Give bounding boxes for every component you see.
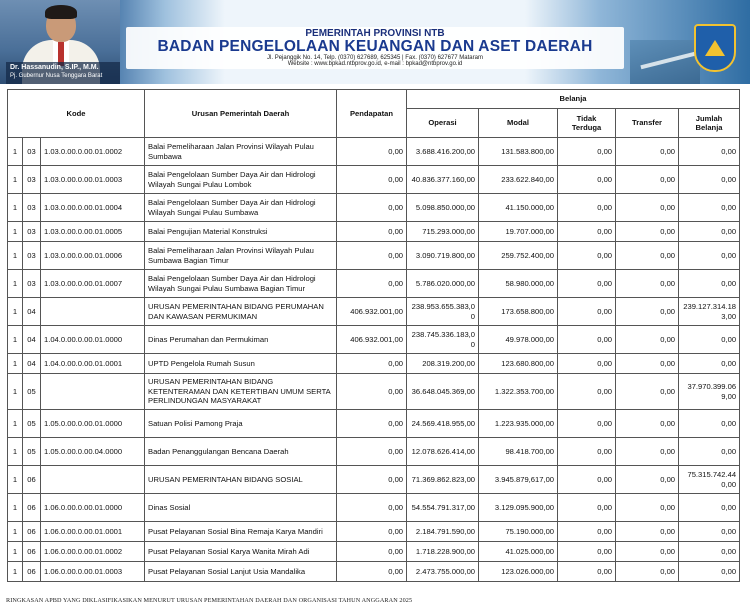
agency-address: Jl. Pejanggik No. 14, Telp. (0370) 627689, 625345 | Fax. (0370) 627677 Mataram — [267, 55, 483, 61]
cell-modal: 259.752.400,00 — [479, 242, 558, 270]
cell-tidak-terduga: 0,00 — [558, 138, 616, 166]
table-row — [8, 494, 740, 522]
cell-name: Balai Pengelolaan Sumber Daya Air dan Hidrologi Wilayah Sungai Pulau Sumbawa Bagian Timur — [145, 270, 337, 298]
cell-jumlah: 0,00 — [679, 242, 740, 270]
cell-pendapatan: 0,00 — [337, 494, 407, 522]
cell-k1: 1 — [8, 166, 23, 194]
cell-code — [41, 374, 145, 410]
cell-modal: 1.322.353.700,00 — [479, 374, 558, 410]
cell-name: URUSAN PEMERINTAHAN BIDANG KETENTERAMAN DAN KETERTIBAN UMUM SERTA PERLINDUNGAN MASYARAKAT — [145, 374, 337, 410]
cell-code: 1.03.0.00.0.00.01.0004 — [41, 194, 145, 222]
cell-tidak-terduga: 0,00 — [558, 270, 616, 298]
cell-jumlah: 0,00 — [679, 542, 740, 562]
cell-tidak-terduga: 0,00 — [558, 522, 616, 542]
cell-tidak-terduga: 0,00 — [558, 326, 616, 354]
cell-modal: 3.129.095.900,00 — [479, 494, 558, 522]
cell-k2: 05 — [23, 438, 41, 466]
cell-pendapatan: 406.932.001,00 — [337, 326, 407, 354]
cell-pendapatan: 0,00 — [337, 166, 407, 194]
province-title: PEMERINTAH PROVINSI NTB — [305, 28, 445, 39]
cell-modal: 49.978.000,00 — [479, 326, 558, 354]
cell-tidak-terduga: 0,00 — [558, 166, 616, 194]
cell-transfer: 0,00 — [616, 166, 679, 194]
cell-pendapatan: 0,00 — [337, 194, 407, 222]
cell-name: UPTD Pengelola Rumah Susun — [145, 354, 337, 374]
cell-k2: 03 — [23, 138, 41, 166]
cell-operasi: 36.648.045.369,00 — [407, 374, 479, 410]
cell-transfer: 0,00 — [616, 410, 679, 438]
cell-code: 1.03.0.00.0.00.01.0007 — [41, 270, 145, 298]
cell-pendapatan: 406.932.001,00 — [337, 298, 407, 326]
cell-operasi: 208.319.200,00 — [407, 354, 479, 374]
cell-modal: 123.680.800,00 — [479, 354, 558, 374]
cell-tidak-terduga: 0,00 — [558, 438, 616, 466]
cell-modal: 75.190.000,00 — [479, 522, 558, 542]
cell-k1: 1 — [8, 466, 23, 494]
cell-code: 1.06.0.00.0.00.01.0003 — [41, 562, 145, 582]
table-row — [8, 438, 740, 466]
cell-tidak-terduga: 0,00 — [558, 466, 616, 494]
table-row — [8, 542, 740, 562]
cell-k1: 1 — [8, 242, 23, 270]
cell-k2: 04 — [23, 354, 41, 374]
cell-k2: 03 — [23, 242, 41, 270]
cell-transfer: 0,00 — [616, 298, 679, 326]
agency-title: BADAN PENGELOLAAN KEUANGAN DAN ASET DAERAH — [157, 38, 593, 55]
cell-pendapatan: 0,00 — [337, 466, 407, 494]
cell-jumlah: 0,00 — [679, 166, 740, 194]
cell-transfer: 0,00 — [616, 522, 679, 542]
table-row — [8, 326, 740, 354]
cell-name: Pusat Pelayanan Sosial Lanjut Usia Mandalika — [145, 562, 337, 582]
cell-modal: 173.658.800,00 — [479, 298, 558, 326]
cell-k1: 1 — [8, 222, 23, 242]
header-kode: Kode — [8, 90, 145, 138]
official-title: Pj. Gubernur Nusa Tenggara Barat — [10, 73, 103, 79]
cell-transfer: 0,00 — [616, 542, 679, 562]
cell-jumlah: 0,00 — [679, 562, 740, 582]
cell-k2: 04 — [23, 298, 41, 326]
cell-code: 1.05.0.00.0.00.04.0000 — [41, 438, 145, 466]
budget-table — [7, 89, 740, 582]
cell-transfer: 0,00 — [616, 326, 679, 354]
cell-jumlah: 0,00 — [679, 354, 740, 374]
cell-name: Balai Pengujian Material Konstruksi — [145, 222, 337, 242]
cell-jumlah: 0,00 — [679, 410, 740, 438]
cell-name: Balai Pengelolaan Sumber Daya Air dan Hidrologi Wilayah Sungai Pulau Sumbawa — [145, 194, 337, 222]
cell-pendapatan: 0,00 — [337, 410, 407, 438]
cell-k2: 05 — [23, 374, 41, 410]
cell-tidak-terduga: 0,00 — [558, 194, 616, 222]
cell-name: Balai Pemeliharaan Jalan Provinsi Wilayah Pulau Sumbawa Bagian Timur — [145, 242, 337, 270]
cell-name: Satuan Polisi Pamong Praja — [145, 410, 337, 438]
cell-jumlah: 37.970.399.069,00 — [679, 374, 740, 410]
cell-modal: 123.026.000,00 — [479, 562, 558, 582]
cell-tidak-terduga: 0,00 — [558, 374, 616, 410]
cell-pendapatan: 0,00 — [337, 438, 407, 466]
cell-modal: 98.418.700,00 — [479, 438, 558, 466]
cell-pendapatan: 0,00 — [337, 222, 407, 242]
cell-transfer: 0,00 — [616, 562, 679, 582]
table-row — [8, 270, 740, 298]
budget-table-container — [7, 89, 739, 582]
cell-name: Balai Pemeliharaan Jalan Provinsi Wilayah Pulau Sumbawa — [145, 138, 337, 166]
table-row — [8, 562, 740, 582]
cell-modal: 41.150.000,00 — [479, 194, 558, 222]
cell-transfer: 0,00 — [616, 374, 679, 410]
cell-code — [41, 298, 145, 326]
header-urusan: Urusan Pemerintah Daerah — [145, 90, 337, 138]
table-row — [8, 298, 740, 326]
cell-tidak-terduga: 0,00 — [558, 222, 616, 242]
footer-caption: RINGKASAN APBD YANG DIKLASIFIKASIKAN MENURUT URUSAN PEMERINTAHAN DAERAH DAN ORGANISASI TAHUN ANGGARAN 2025 — [6, 597, 413, 604]
cell-transfer: 0,00 — [616, 194, 679, 222]
table-row — [8, 374, 740, 410]
cell-modal: 19.707.000,00 — [479, 222, 558, 242]
cell-operasi: 40.836.377.160,00 — [407, 166, 479, 194]
cell-k2: 04 — [23, 326, 41, 354]
cell-k2: 06 — [23, 522, 41, 542]
cell-jumlah: 0,00 — [679, 438, 740, 466]
cell-k1: 1 — [8, 522, 23, 542]
cell-transfer: 0,00 — [616, 270, 679, 298]
cell-transfer: 0,00 — [616, 494, 679, 522]
cell-pendapatan: 0,00 — [337, 270, 407, 298]
cell-jumlah: 75.315.742.440,00 — [679, 466, 740, 494]
cell-jumlah: 0,00 — [679, 494, 740, 522]
cell-pendapatan: 0,00 — [337, 242, 407, 270]
cell-transfer: 0,00 — [616, 222, 679, 242]
agency-website: Website : www.bpkad.ntbprov.go.id, e-mail : bpkad@ntbprov.go.id — [287, 61, 463, 67]
cell-operasi: 3.688.416.200,00 — [407, 138, 479, 166]
cell-code: 1.05.0.00.0.00.01.0000 — [41, 410, 145, 438]
table-row — [8, 194, 740, 222]
table-row — [8, 410, 740, 438]
cell-tidak-terduga: 0,00 — [558, 494, 616, 522]
table-body — [8, 138, 740, 582]
cell-jumlah: 0,00 — [679, 522, 740, 542]
cell-k1: 1 — [8, 542, 23, 562]
cell-tidak-terduga: 0,00 — [558, 562, 616, 582]
header-banner — [0, 0, 750, 84]
cell-operasi: 71.369.862.823,00 — [407, 466, 479, 494]
cell-name: Pusat Pelayanan Sosial Bina Remaja Karya Mandiri — [145, 522, 337, 542]
cell-operasi: 24.569.418.955,00 — [407, 410, 479, 438]
cell-transfer: 0,00 — [616, 354, 679, 374]
cell-jumlah: 0,00 — [679, 222, 740, 242]
cell-k1: 1 — [8, 410, 23, 438]
cell-operasi: 1.718.228.900,00 — [407, 542, 479, 562]
cell-k2: 05 — [23, 410, 41, 438]
cell-k2: 03 — [23, 194, 41, 222]
official-name: Dr. Hassanudin, S.IP., M.M. — [10, 64, 99, 71]
header-pendapatan: Pendapatan — [337, 90, 407, 138]
cell-transfer: 0,00 — [616, 138, 679, 166]
cell-transfer: 0,00 — [616, 242, 679, 270]
cell-tidak-terduga: 0,00 — [558, 410, 616, 438]
header-transfer: Transfer — [616, 109, 679, 138]
header-operasi: Operasi — [407, 109, 479, 138]
cell-k2: 06 — [23, 466, 41, 494]
cell-jumlah: 0,00 — [679, 270, 740, 298]
table-row — [8, 242, 740, 270]
cell-code: 1.06.0.00.0.00.01.0001 — [41, 522, 145, 542]
header-belanja: Belanja — [407, 90, 740, 109]
cell-operasi: 238.953.655.383,00 — [407, 298, 479, 326]
cell-transfer: 0,00 — [616, 438, 679, 466]
cell-k1: 1 — [8, 354, 23, 374]
cell-name: Balai Pengelolaan Sumber Daya Air dan Hidrologi Wilayah Sungai Pulau Lombok — [145, 166, 337, 194]
cell-name: Pusat Pelayanan Sosial Karya Wanita Mirah Adi — [145, 542, 337, 562]
cell-code: 1.06.0.00.0.00.01.0000 — [41, 494, 145, 522]
cell-operasi: 5.786.020.000,00 — [407, 270, 479, 298]
cell-pendapatan: 0,00 — [337, 138, 407, 166]
cell-name: URUSAN PEMERINTAHAN BIDANG PERUMAHAN DAN KAWASAN PERMUKIMAN — [145, 298, 337, 326]
cell-jumlah: 0,00 — [679, 194, 740, 222]
cell-modal: 41.025.000,00 — [479, 542, 558, 562]
cell-pendapatan: 0,00 — [337, 522, 407, 542]
cell-k2: 03 — [23, 166, 41, 194]
cell-k2: 06 — [23, 494, 41, 522]
table-row — [8, 166, 740, 194]
cell-tidak-terduga: 0,00 — [558, 542, 616, 562]
cell-jumlah: 0,00 — [679, 326, 740, 354]
cell-k1: 1 — [8, 438, 23, 466]
cell-k1: 1 — [8, 562, 23, 582]
cell-modal: 131.583.800,00 — [479, 138, 558, 166]
cell-pendapatan: 0,00 — [337, 542, 407, 562]
governor-portrait — [0, 0, 120, 84]
cell-modal: 233.622.840,00 — [479, 166, 558, 194]
cell-name: Badan Penanggulangan Bencana Daerah — [145, 438, 337, 466]
cell-operasi: 12.078.626.414,00 — [407, 438, 479, 466]
cell-operasi: 3.090.719.800,00 — [407, 242, 479, 270]
cell-modal: 58.980.000,00 — [479, 270, 558, 298]
portrait-hair — [45, 5, 77, 19]
road-photo — [630, 40, 700, 84]
cell-k2: 03 — [23, 222, 41, 242]
cell-k2: 06 — [23, 542, 41, 562]
cell-k1: 1 — [8, 138, 23, 166]
cell-operasi: 2.184.791.590,00 — [407, 522, 479, 542]
cell-operasi: 238.745.336.183,00 — [407, 326, 479, 354]
cell-name: URUSAN PEMERINTAHAN BIDANG SOSIAL — [145, 466, 337, 494]
cell-operasi: 5.098.850.000,00 — [407, 194, 479, 222]
table-row — [8, 466, 740, 494]
cell-jumlah: 0,00 — [679, 138, 740, 166]
cell-code: 1.03.0.00.0.00.01.0002 — [41, 138, 145, 166]
cell-operasi: 715.293.000,00 — [407, 222, 479, 242]
cell-k2: 06 — [23, 562, 41, 582]
table-row — [8, 222, 740, 242]
cell-code: 1.03.0.00.0.00.01.0003 — [41, 166, 145, 194]
cell-code: 1.03.0.00.0.00.01.0005 — [41, 222, 145, 242]
cell-k1: 1 — [8, 270, 23, 298]
cell-code — [41, 466, 145, 494]
cell-k1: 1 — [8, 194, 23, 222]
cell-jumlah: 239.127.314.183,00 — [679, 298, 740, 326]
cell-k2: 03 — [23, 270, 41, 298]
cell-k1: 1 — [8, 374, 23, 410]
cell-code: 1.06.0.00.0.00.01.0002 — [41, 542, 145, 562]
header-jumlah-belanja: Jumlah Belanja — [679, 109, 740, 138]
cell-name: Dinas Sosial — [145, 494, 337, 522]
header-modal: Modal — [479, 109, 558, 138]
cell-k1: 1 — [8, 298, 23, 326]
cell-k1: 1 — [8, 326, 23, 354]
cell-code: 1.04.0.00.0.00.01.0001 — [41, 354, 145, 374]
cell-operasi: 2.473.755.000,00 — [407, 562, 479, 582]
cell-tidak-terduga: 0,00 — [558, 354, 616, 374]
table-row — [8, 354, 740, 374]
cell-modal: 1.223.935.000,00 — [479, 410, 558, 438]
cell-name: Dinas Perumahan dan Permukiman — [145, 326, 337, 354]
table-row — [8, 138, 740, 166]
cell-code: 1.03.0.00.0.00.01.0006 — [41, 242, 145, 270]
cell-pendapatan: 0,00 — [337, 374, 407, 410]
cell-k1: 1 — [8, 494, 23, 522]
cell-operasi: 54.554.791.317,00 — [407, 494, 479, 522]
cell-tidak-terduga: 0,00 — [558, 242, 616, 270]
cell-modal: 3.945.879,617,00 — [479, 466, 558, 494]
province-logo-icon — [694, 24, 736, 72]
header-tidak-terduga: Tidak Terduga — [558, 109, 616, 138]
table-row — [8, 522, 740, 542]
cell-tidak-terduga: 0,00 — [558, 298, 616, 326]
cell-code: 1.04.0.00.0.00.01.0000 — [41, 326, 145, 354]
cell-transfer: 0,00 — [616, 466, 679, 494]
cell-pendapatan: 0,00 — [337, 562, 407, 582]
cell-pendapatan: 0,00 — [337, 354, 407, 374]
